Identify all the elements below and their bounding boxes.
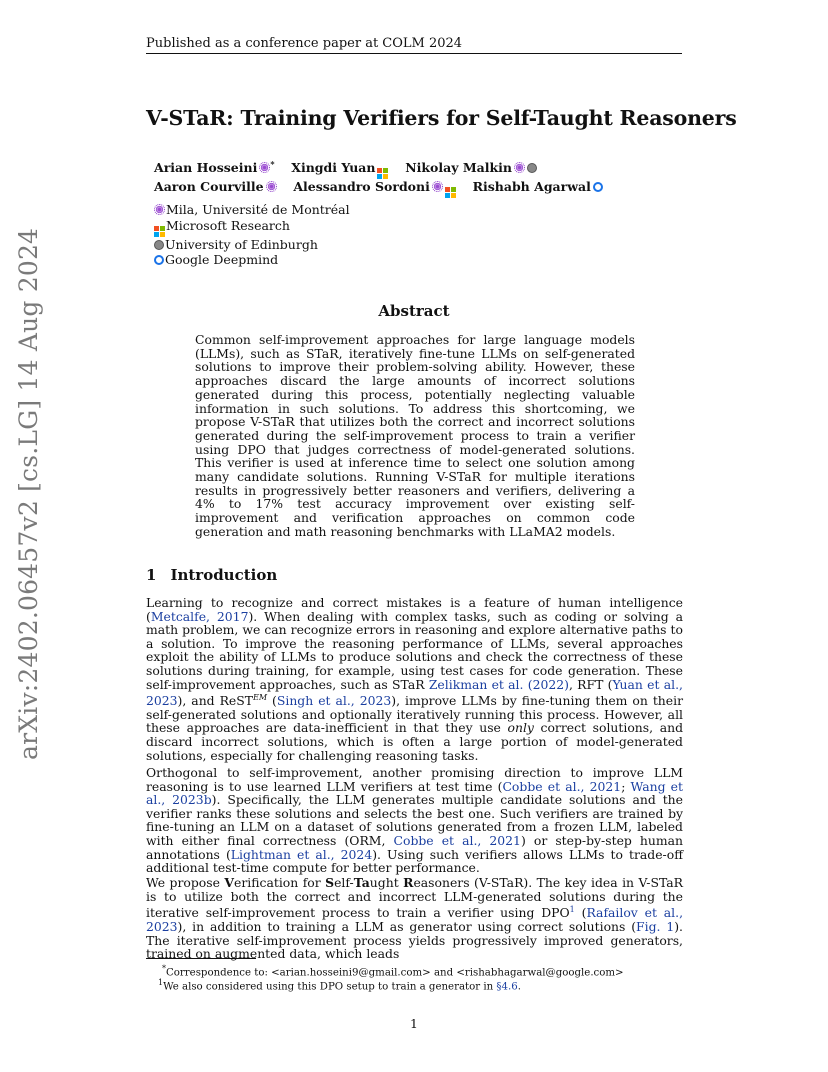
affiliation: University of Edinburgh [165, 236, 318, 252]
footnote-1: $^1$We also considered using this DPO setup to train a generator in §4.6. [158, 978, 521, 993]
section-number: 1 [146, 566, 157, 584]
mila-logo-icon [259, 162, 270, 173]
mila-logo-icon [432, 181, 443, 192]
author-name: Alessandro Sordoni [293, 179, 430, 195]
section-title: Introduction [170, 566, 278, 584]
arxiv-stamp[interactable]: arXiv:2402.06457v2 [cs.LG] 14 Aug 2024 [14, 227, 43, 760]
mila-logo-icon [154, 204, 165, 215]
google-deepmind-icon [154, 255, 164, 265]
running-header: Published as a conference paper at COLM 2024 [146, 36, 463, 51]
intro-paragraph-1: Learning to recognize and correct mistakes is a feature of human intelligence (Metcalfe, 2017). When dealing with complex tasks, such as coding or solving a math problem, we can recognize errors in reasoning and explore alternative paths to a solution. To improve the reasoning performance of LLMs, several approaches exploit the ability of LLMs to produce solutions and check the correctness of these solutions during training, for example, using test cases for code generation. These self-improvement approaches, such as STaR Zelikman et al. (2022), RFT (Yuan et al., 2023), and ReST$^{EM}$ (Singh et al., 2023), improve LLMs by fine-tuning them on their self-generated solutions and optionally iteratively running this process. However, all these approaches are data-inefficient in that they use only correct solutions, and discard incorrect solutions, which is often a large portion of model-generated solutions, especially for challenging reasoning tasks. [146, 595, 683, 763]
microsoft-logo-icon [445, 187, 456, 198]
edinburgh-crest-icon [527, 163, 537, 173]
author-name: Aaron Courville [154, 179, 264, 195]
citation-link[interactable]: Yuan et al., 2023 [146, 676, 683, 709]
author-name: Rishabh Agarwal [472, 179, 591, 195]
affiliation-list [154, 202, 350, 268]
citation-link[interactable]: Cobbe et al., 2021 [393, 832, 521, 848]
citation-link[interactable]: Cobbe et al., 2021 [502, 778, 622, 794]
section-heading [146, 566, 277, 584]
citation-link[interactable]: Singh et al., 2023 [276, 693, 392, 709]
mila-logo-icon [514, 162, 525, 173]
footnote-correspondence: *Correspondence to: <arian.hosseini9@gmail.com> and <rishabhagarwal@google.com> [162, 964, 624, 979]
citation-link[interactable]: Rafailov et al., 2023 [146, 905, 684, 934]
abstract-text: Common self-improvement approaches for large language models (LLMs), such as STaR, iteratively fine-tune LLMs on self-generated solutions to improve their problem-solving ability. However, these approaches discard the large amounts of incorrect solutions generated during this process, potentially neglecting valuable information in such solutions. To address this shortcoming, we propose V-STaR that utilizes both the correct and incorrect solutions generated during the self-improvement process to train a verifier using DPO that judges correctness of model-generated solutions. This verifier is used at inference time to select one solution among many candidate solutions. Running V-STaR for multiple iterations results in progressively better reasoners and verifiers, delivering a 4% to 17% test accuracy improvement over existing self-improvement and verification approaches on common code generation and math reasoning benchmarks with LLaMA2 models. [195, 332, 635, 539]
footnote-link[interactable]: 1 [569, 905, 575, 915]
citation-link[interactable]: Metcalfe, 2017 [150, 608, 249, 624]
author-name: Nikolay Malkin [405, 160, 513, 176]
affiliation: Mila, Université de Montréal [166, 202, 350, 217]
page-number: 1 [410, 1016, 418, 1031]
google-deepmind-icon [593, 182, 603, 192]
citation-link[interactable]: Lightman et al., 2024 [230, 846, 373, 862]
paper-title: V-STaR: Training Verifiers for Self-Taught Reasoners [146, 106, 737, 130]
figure-link[interactable]: Fig. 1 [636, 918, 675, 934]
affiliation: Google Deepmind [165, 252, 279, 267]
footnote-rule [146, 958, 256, 959]
citation-link[interactable]: Wang et al., 2023b [146, 778, 683, 808]
affiliation: Microsoft Research [166, 217, 290, 233]
abstract-heading: Abstract [378, 302, 450, 320]
citation-link[interactable]: Zelikman et al. (2022) [428, 676, 569, 692]
intro-paragraph-3: We propose Verification for Self-Taught Reasoners (V-STaR). The key idea in V-STaR is to utilize both the correct and incorrect LLM-generated solutions during the iterative self-improvement process to train a verifier using DPO$^1$ (Rafailov et al., 2023), in addition to training a LLM as generator using correct solutions (Fig. 1). The iterative self-improvement process yields progressively improved generators, trained on augmented data, which leads [146, 875, 684, 962]
header-rule [146, 53, 682, 54]
microsoft-logo-icon [154, 226, 165, 237]
author-list [154, 156, 603, 198]
edinburgh-crest-icon [154, 240, 164, 250]
intro-paragraph-2: Orthogonal to self-improvement, another promising direction to improve LLM reasoning is to use learned LLM verifiers at test time (Cobbe et al., 2021; Wang et al., 2023b). Specifically, the LLM generates multiple candidate solutions and the verifier ranks these solutions and selects the best one. Such verifiers are trained by fine-tuning an LLM on a dataset of solutions generated from a frozen LLM, labeled with either final correctness (ORM, Cobbe et al., 2021) or step-by-step human annotations (Lightman et al., 2024). Using such verifiers allows LLMs to trade-off additional test-time compute for better performance. [146, 765, 683, 876]
corresponding-mark: * [270, 159, 275, 169]
microsoft-logo-icon [377, 168, 388, 179]
section-link[interactable]: §4.6 [496, 981, 518, 993]
author-name: Arian Hosseini [154, 160, 258, 176]
author-name: Xingdi Yuan [291, 160, 376, 176]
mila-logo-icon [266, 181, 277, 192]
